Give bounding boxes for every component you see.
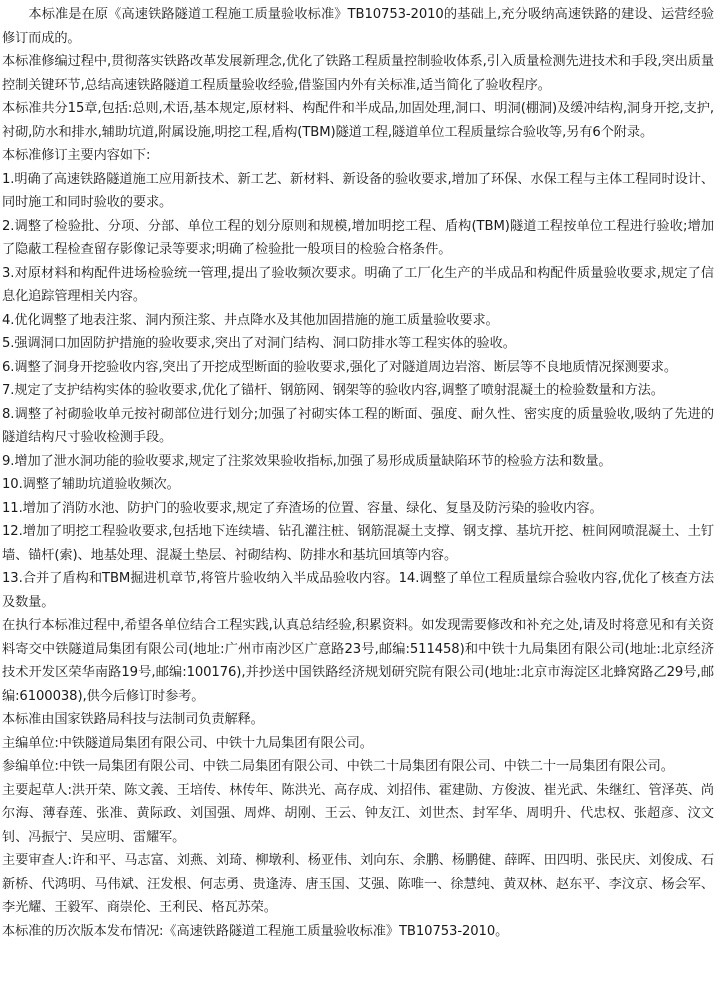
list-item-change-8: 8.调整了衬砌验收单元按衬砌部位进行划分;加强了衬砌实体工程的断面、强度、耐久性、密实度的质量验收,吸纳了先进的隧道结构尺寸验收检测手段。 [2,406,714,445]
paragraph-main-drafters: 主要起草人:洪开荣、陈文義、王培传、林传年、陈洪光、高存成、刘招伟、霍建勋、方俊波、崔光武、朱继红、管泽英、尚尔海、薄春莲、张准、黄际政、刘国强、周烨、胡刚、王云、钟友江、刘世杰、封军华、周明升、代忠权、张超彦、汶文钊、冯振宁、吴应明、雷耀军。 [2,782,714,845]
paragraph-interpretation: 本标准由国家铁路局科技与法制司负责解释。 [2,712,264,727]
list-item-change-13-14: 13.合并了盾构和TBM掘进机章节,将管片验收纳入半成品验收内容。14.调整了单位工程质量综合验收内容,优化了核查方法及数量。 [2,571,714,610]
list-item-change-10: 10.调整了辅助坑道验收频次。 [2,477,180,492]
paragraph-feedback-contact: 在执行本标准过程中,希望各单位结合工程实践,认真总结经验,积累资料。如发现需要修改和补充之处,请及时将意见和有关资料寄交中铁隧道局集团有限公司(地址:广州市南沙区广意路23号,邮编:511458)和中铁十九局集团有限公司(地址:北京经济技术开发区荣华南路19号,邮编:100176),并抄送中国铁路经济规划研究院有限公司(地址:北京市海淀区北蜂窝路乙29号,邮编:6100038),供今后修订时参考。 [2,618,714,704]
paragraph-intro: 本标准是在原《高速铁路隧道工程施工质量验收标准》TB10753-2010的基础上,充分吸纳高速铁路的建设、运营经验修订而成的。 [2,7,714,46]
list-item-change-2: 2.调整了检验批、分项、分部、单位工程的划分原则和规模,增加明挖工程、盾构(TBM)隧道工程按单位工程进行验收;增加了隐蔽工程检查留存影像记录等要求;明确了检验批一般项目的检验合格条件。 [2,218,714,257]
paragraph-participating-units: 参编单位:中铁一局集团有限公司、中铁二局集团有限公司、中铁二十局集团有限公司、中铁二十一局集团有限公司。 [2,759,674,774]
list-item-change-12: 12.增加了明挖工程验收要求,包括地下连续墙、钻孔灌注桩、钢筋混凝土支撑、钢支撑、基坑开挖、桩间网喷混凝土、土钉墙、锚杆(索)、地基处理、混凝土垫层、衬砌结构、防排水和基坑回填等内容。 [2,524,714,563]
paragraph-main-reviewers: 主要审查人:许和平、马志富、刘燕、刘琦、柳墩利、杨亚伟、刘向东、余鹏、杨鹏健、薛晖、田四明、张民庆、刘俊成、石新桥、代鸿明、马伟斌、汪发根、何志勇、贵逢涛、唐玉国、艾强、陈唯一、徐慧纯、黄双林、赵东平、李汶京、杨会军、李光耀、王毅军、商崇伦、王利民、格瓦苏荣。 [2,853,714,915]
list-item-change-9: 9.增加了泄水洞功能的验收要求,规定了注浆效果验收指标,加强了易形成质量缺陷环节的检验方法和数量。 [2,453,612,469]
paragraph-version-history: 本标准的历次版本发布情况:《高速铁路隧道工程施工质量验收标准》TB10753-2010。 [2,923,509,939]
list-item-change-3: 3.对原材料和构配件进场检验统一管理,提出了验收频次要求。明确了工厂化生产的半成品和构配件质量验收要求,规定了信息化追踪管理相关内容。 [2,265,714,304]
paragraph-revision-approach: 本标准修编过程中,贯彻落实铁路改革发展新理念,优化了铁路工程质量控制验收体系,引入质量检测先进技术和手段,突出质量控制关键环节,总结高速铁路隧道工程质量验收经验,借鉴国内外有关标准,适当简化了验收程序。 [2,54,714,93]
paragraph-chapters: 本标准共分15章,包括:总则,术语,基本规定,原材料、构配件和半成品,加固处理,洞口、明洞(棚洞)及缓冲结构,洞身开挖,支护,衬砌,防水和排水,辅助坑道,附属设施,明挖工程,盾构(TBM)隧道工程,隧道单位工程质量综合验收等,另有6个附录。 [2,101,714,140]
list-item-change-1: 1.明确了高速铁路隧道施工应用新技术、新工艺、新材料、新设备的验收要求,增加了环保、水保工程与主体工程同时设计、同时施工和同时验收的要求。 [2,171,714,210]
list-item-change-11: 11.增加了消防水池、防护门的验收要求,规定了弃渣场的位置、容量、绿化、复垦及防污染的验收内容。 [2,500,603,516]
list-item-change-6: 6.调整了洞身开挖验收内容,突出了开挖成型断面的验收要求,强化了对隧道周边岩溶、断层等不良地质情况探测要求。 [2,359,677,375]
list-item-change-5: 5.强调洞口加固防护措施的验收要求,突出了对洞门结构、洞口防排水等工程实体的验收。 [2,336,516,351]
paragraph-chief-editors: 主编单位:中铁隧道局集团有限公司、中铁十九局集团有限公司。 [2,735,373,751]
list-item-change-7: 7.规定了支护结构实体的验收要求,优化了锚杆、钢筋网、钢架等的验收内容,调整了喷射混凝土的检验数量和方法。 [2,383,664,398]
list-item-change-4: 4.优化调整了地表注浆、洞内预注浆、井点降水及其他加固措施的施工质量验收要求。 [2,312,499,328]
paragraph-main-changes-heading: 本标准修订主要内容如下: [2,148,151,163]
